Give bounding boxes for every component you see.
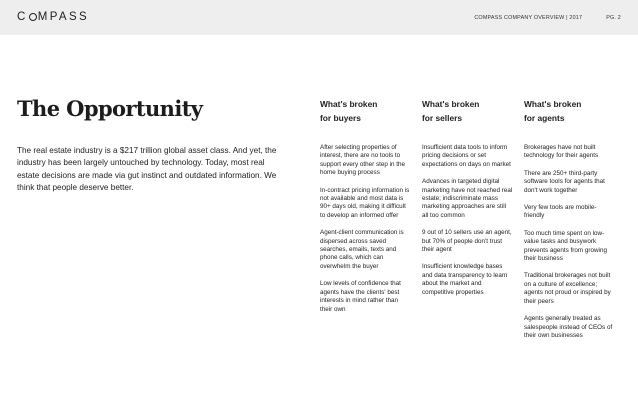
list-item: In-contract pricing information is not available and most data is 90+ days old, making it difficult to develop an informed offer bbox=[320, 186, 410, 219]
header-meta bbox=[474, 15, 621, 21]
column-items-agents bbox=[524, 144, 616, 340]
list-item: Agents generally treated as salespeople instead of CEOs of their own businesses bbox=[524, 315, 613, 339]
column-items-buyers bbox=[320, 144, 412, 314]
list-item: Brokerages have not built technology for their agents bbox=[524, 144, 599, 160]
list-item: Insufficient data tools to inform pricing decisions or set expectations on days on market bbox=[422, 144, 511, 168]
logo-o-circle-icon bbox=[29, 13, 37, 21]
page-number: PG. 2 bbox=[606, 15, 621, 21]
list-item: Too much time spent on low-value tasks and busywork prevents agents from growing their business bbox=[524, 229, 607, 263]
column-heading-sellers: What's broken for sellers bbox=[422, 99, 480, 123]
column-items-sellers bbox=[422, 144, 514, 297]
column-heading-agents: What's broken for agents bbox=[524, 99, 582, 123]
page-title: The Opportunity bbox=[17, 96, 203, 121]
list-item: 9 out of 10 sellers use an agent, but 70% of people don't trust their agent bbox=[422, 229, 512, 254]
list-item: Traditional brokerages not built on a culture of excellence; agents not proud or inspired by their peers bbox=[524, 272, 611, 305]
list-item: Low levels of confidence that agents have the clients' best interests in mind rather than their own bbox=[320, 280, 401, 313]
list-item: Advances in targeted digital marketing have not reached real estate; indiscriminate mass marketing approaches are still all too common bbox=[422, 178, 513, 219]
page-header bbox=[0, 0, 638, 35]
list-item: Very few tools are mobile-friendly bbox=[524, 204, 597, 220]
column-heading-buyers: What's broken for buyers bbox=[320, 99, 378, 123]
list-item: There are 250+ third-party software tools for agents that don't work together bbox=[524, 169, 605, 194]
column-sellers bbox=[422, 98, 514, 306]
column-agents bbox=[524, 98, 616, 349]
column-buyers bbox=[320, 98, 412, 323]
document-label: COMPASS COMPANY OVERVIEW | 2017 bbox=[474, 15, 583, 21]
list-item: Agent-client communication is dispersed across saved searches, emails, texts and phone calls, which can overwhelm the buyer bbox=[320, 229, 404, 270]
list-item: Insufficient knowledge bases and data transparency to learn about the market and competitive properties bbox=[422, 263, 508, 296]
intro-paragraph: The real estate industry is a $217 trillion global asset class. And yet, the industry has been largely untouched by technology. Today, most real estate decisions are made via gut instinct and outdated information. We think that people deserve better. bbox=[17, 146, 277, 192]
compass-logo: C MPASS bbox=[17, 11, 90, 23]
list-item: After selecting properties of interest, there are no tools to support every other step in the home buying process bbox=[320, 144, 406, 177]
